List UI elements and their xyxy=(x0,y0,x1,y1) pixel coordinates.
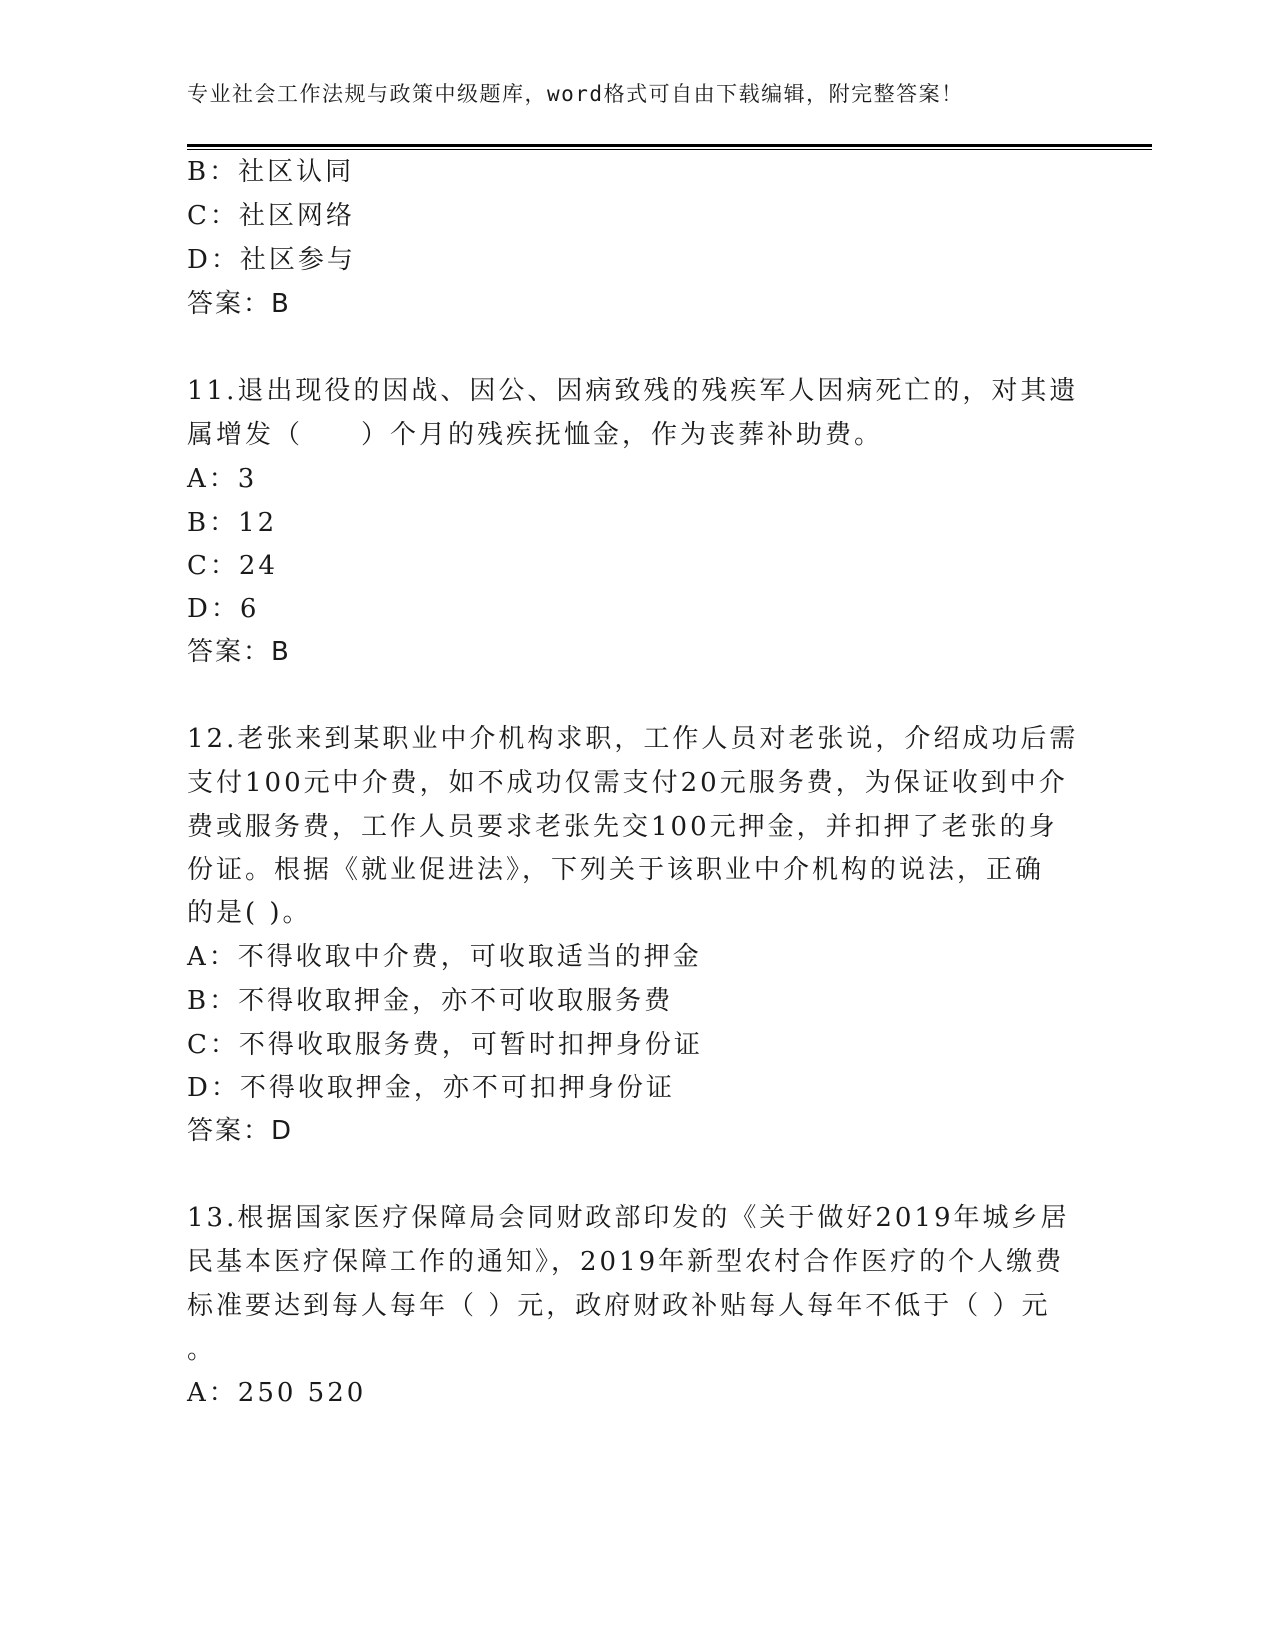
option-d: D：6 xyxy=(187,594,260,624)
answer: 答案：D xyxy=(187,1116,294,1146)
question-stem: 属增发（ ）个月的残疾抚恤金，作为丧葬补助费。 xyxy=(187,420,884,450)
option-d: D：不得收取押金，亦不可扣押身份证 xyxy=(187,1073,675,1103)
question-stem: 13.根据国家医疗保障局会同财政部印发的《关于做好2019年城乡居 xyxy=(187,1203,1070,1233)
option-b: B：社区认同 xyxy=(187,157,355,187)
question-stem: 支付100元中介费，如不成功仅需支付20元服务费，为保证收到中介 xyxy=(187,768,1068,798)
option-b: B：不得收取押金，亦不可收取服务费 xyxy=(187,986,674,1016)
question-stem: 11.退出现役的因战、因公、因病致残的残疾军人因病死亡的，对其遗 xyxy=(187,376,1079,406)
page-header: 专业社会工作法规与政策中级题库，word格式可自由下载编辑，附完整答案！ xyxy=(187,82,964,106)
answer: 答案：B xyxy=(187,637,291,667)
option-c: C：24 xyxy=(187,551,278,581)
question-stem: 份证。根据《就业促进法》，下列关于该职业中介机构的说法，正确 xyxy=(187,855,1045,885)
option-d: D：社区参与 xyxy=(187,245,356,275)
question-stem: 。 xyxy=(187,1335,217,1365)
question-stem: 的是( )。 xyxy=(187,898,312,928)
header-rule xyxy=(187,144,1152,147)
option-a: A：250 520 xyxy=(187,1378,367,1408)
option-c: C：不得收取服务费，可暂时扣押身份证 xyxy=(187,1030,703,1060)
question-stem: 民基本医疗保障工作的通知》，2019年新型农村合作医疗的个人缴费 xyxy=(187,1247,1065,1277)
question-stem: 标准要达到每人每年（ ）元，政府财政补贴每人每年不低于（ ）元 xyxy=(187,1291,1051,1321)
question-stem: 费或服务费，工作人员要求老张先交100元押金，并扣押了老张的身 xyxy=(187,812,1058,842)
option-b: B：12 xyxy=(187,508,278,538)
option-a: A：3 xyxy=(187,464,258,494)
question-stem: 12.老张来到某职业中介机构求职，工作人员对老张说，介绍成功后需 xyxy=(187,724,1079,754)
option-c: C：社区网络 xyxy=(187,201,355,231)
option-a: A：不得收取中介费，可收取适当的押金 xyxy=(187,942,702,972)
header-rule-thin xyxy=(187,149,1152,150)
answer: 答案：B xyxy=(187,289,291,319)
